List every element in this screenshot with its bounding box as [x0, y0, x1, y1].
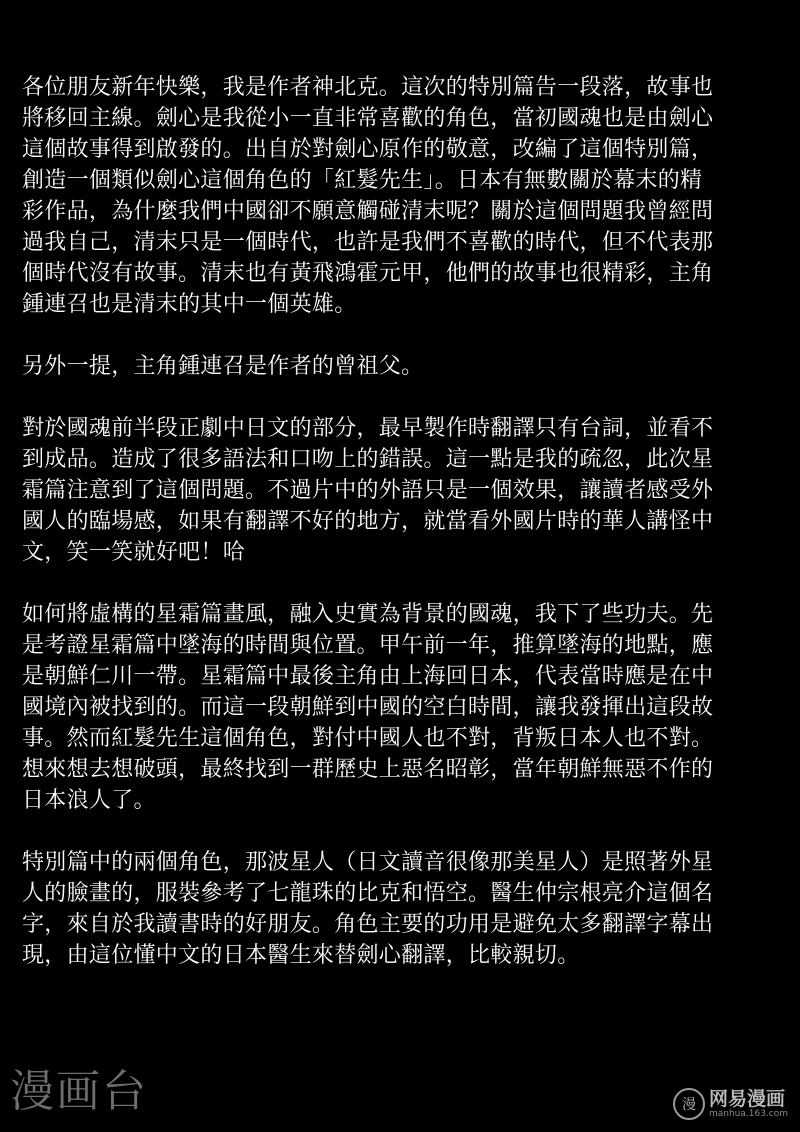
netease-seal-icon: 漫	[673, 1088, 705, 1120]
netease-manhua-watermark	[673, 1084, 788, 1124]
paragraph-line: 鍾連召也是清末的其中一個英雄。	[22, 292, 357, 317]
paragraph-line: 現，由這位懂中文的日本醫生來替劍心翻譯，比較親切。	[22, 943, 580, 968]
paragraph-line: 這個故事得到啟發的。出自於對劍心原作的敬意，改編了這個特別篇，	[22, 137, 714, 162]
paragraph-line: 想來想去想破頭，最終找到一群歷史上惡名昭彰，當年朝鮮無惡不作的	[22, 757, 714, 782]
paragraph-line: 事。然而紅髮先生這個角色，對付中國人也不對，背叛日本人也不對。	[22, 726, 714, 751]
paragraph-line: 另外一提，主角鍾連召是作者的曾祖父。	[22, 354, 424, 379]
paragraph-line: 人的臉畫的，服裝參考了七龍珠的比克和悟空。醫生仲宗根亮介這個名	[22, 881, 714, 906]
paragraph-line: 是考證星霜篇中墜海的時間與位置。甲午前一年，推算墜海的地點，應	[22, 633, 714, 658]
paragraph-line: 特別篇中的兩個角色，那波星人（日文讀音很像那美星人）是照著外星	[22, 850, 714, 875]
manhuatai-watermark: 漫画台	[10, 1066, 148, 1117]
paragraph-line: 國境內被找到的。而這一段朝鮮到中國的空白時間，讓我發揮出這段故	[22, 695, 714, 720]
paragraph-line: 如何將虛構的星霜篇畫風，融入史實為背景的國魂，我下了些功夫。先	[22, 602, 714, 627]
netease-watermark-title: 网易漫画	[708, 1087, 785, 1110]
paragraph-line: 過我自己，清末只是一個時代，也許是我們不喜歡的時代，但不代表那	[22, 230, 714, 255]
paragraph-2	[22, 351, 782, 382]
paragraph-line: 彩作品，為什麼我們中國卻不願意觸碰清末呢？關於這個問題我曾經問	[22, 199, 714, 224]
paragraph-line: 對於國魂前半段正劇中日文的部分，最早製作時翻譯只有台詞，並看不	[22, 416, 714, 441]
paragraph-line: 字，來自於我讀書時的好朋友。角色主要的功用是避免太多翻譯字幕出	[22, 912, 714, 937]
paragraph-3	[22, 413, 782, 568]
netease-watermark-url: manhua.163.com	[708, 1108, 788, 1119]
paragraph-line: 文，笑一笑就好吧！哈	[22, 540, 246, 565]
paragraph-line: 國人的臨場感，如果有翻譯不好的地方，就當看外國片時的華人講怪中	[22, 509, 714, 534]
paragraph-line: 是朝鮮仁川一帶。星霜篇中最後主角由上海回日本，代表當時應是在中	[22, 664, 714, 689]
paragraph-1	[22, 72, 782, 320]
paragraph-line: 各位朋友新年快樂，我是作者神北克。這次的特別篇告一段落，故事也	[22, 75, 714, 100]
netease-watermark-text	[709, 1089, 788, 1120]
paragraph-5	[22, 847, 782, 971]
paragraph-line: 到成品。造成了很多語法和口吻上的錯誤。這一點是我的疏忽，此次星	[22, 447, 714, 472]
paragraph-line: 創造一個類似劍心這個角色的「紅髮先生」。日本有無數關於幕末的精	[22, 168, 703, 193]
author-note-article	[22, 72, 782, 971]
paragraph-4	[22, 599, 782, 816]
paragraph-line: 日本浪人了。	[22, 788, 156, 813]
paragraph-line: 霜篇注意到了這個問題。不過片中的外語只是一個效果，讓讀者感受外	[22, 478, 714, 503]
paragraph-line: 將移回主線。劍心是我從小一直非常喜歡的角色，當初國魂也是由劍心	[22, 106, 714, 131]
paragraph-line: 個時代沒有故事。清末也有黃飛鴻霍元甲，他們的故事也很精彩，主角	[22, 261, 714, 286]
